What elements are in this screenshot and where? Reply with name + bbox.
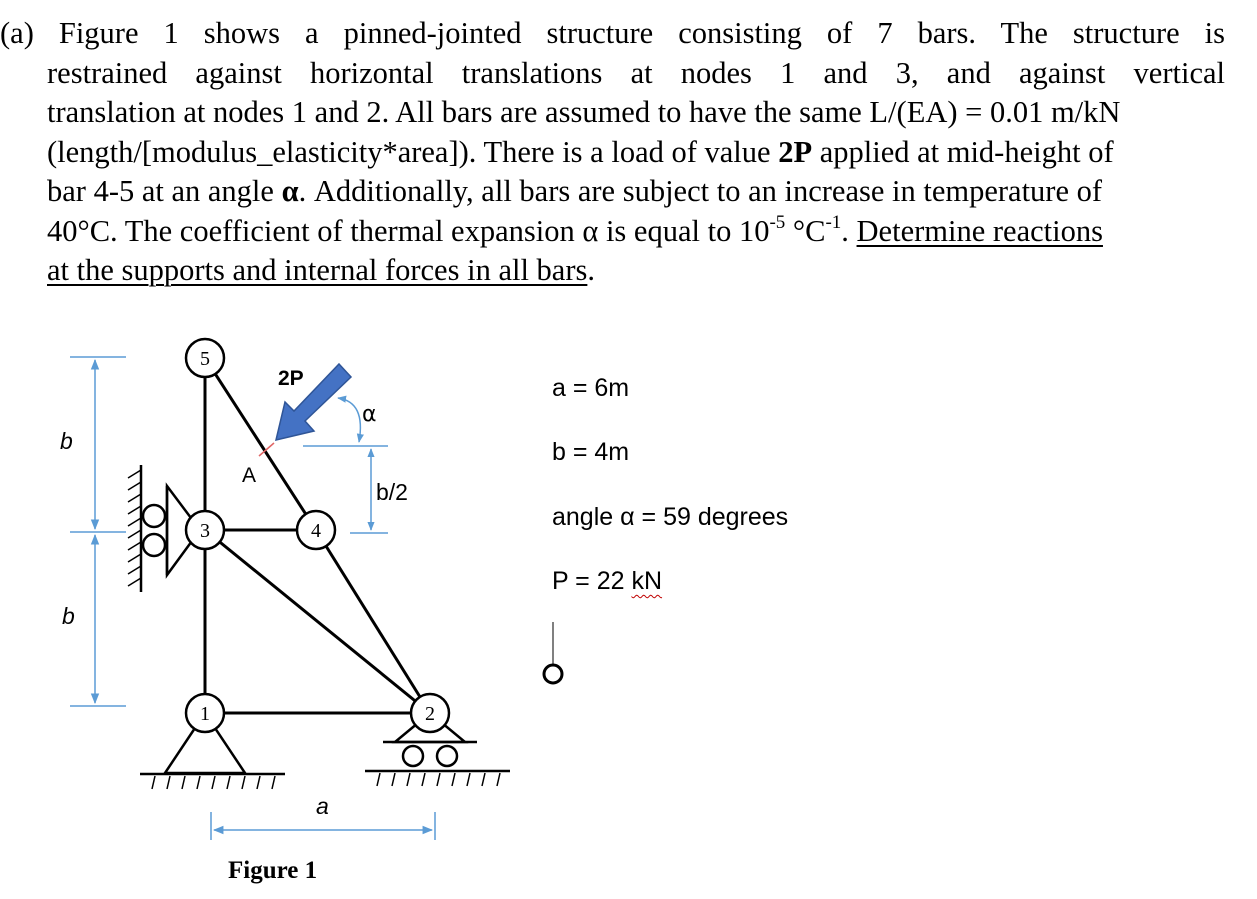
period-end: . [587, 253, 595, 287]
node-1-label: 1 [200, 703, 210, 725]
node-2-label: 2 [425, 703, 435, 725]
problem-line-6-text: 40°C. The coefficient of thermal expansion α is equal to 10 [47, 213, 770, 248]
dim-label-b-half: b/2 [376, 479, 408, 505]
problem-line-1-text: (a) Figure 1 shows a pinned-jointed structure consisting of 7 bars. The structure is [0, 16, 1225, 50]
problem-line-5-text: bar 4-5 at an angle [47, 174, 274, 208]
angle-arc [338, 398, 360, 442]
problem-line-7 [0, 251, 1225, 291]
param-p-unit: kN [631, 567, 663, 595]
node-4-label: 4 [311, 520, 321, 542]
problem-line-2-text: restrained against horizontal translations at nodes 1 and 3, and against vertical [47, 55, 1225, 90]
angle-label: α [362, 402, 377, 427]
task-underlined-1: Determine reactions [856, 213, 1103, 248]
problem-statement [0, 14, 1225, 291]
point-a-label: A [242, 464, 257, 487]
param-angle [552, 503, 788, 532]
dimension-b-left [70, 357, 126, 706]
node-1 [186, 694, 224, 732]
task-underlined-2: at the supports and internal forces in all bars [47, 253, 588, 287]
problem-line-4-end: applied at mid-height of [819, 134, 1114, 169]
node-3-label: 3 [200, 520, 210, 542]
figure-caption: Figure 1 [228, 857, 318, 884]
angle-symbol-bold: α [281, 174, 299, 208]
node-5 [186, 339, 224, 377]
bar-4-2 [316, 530, 430, 713]
problem-line-6 [0, 212, 1225, 252]
node-3 [186, 511, 224, 549]
dim-label-b-lower: b [62, 603, 75, 629]
problem-line-1 [0, 14, 1225, 54]
text-cursor-handle[interactable] [538, 620, 574, 690]
param-angle-prefix: angle [552, 503, 614, 531]
param-angle-value: = 59 degrees [641, 503, 789, 531]
param-p [552, 567, 662, 596]
problem-line-5 [0, 172, 1225, 212]
unit-celsius: °C [785, 213, 826, 248]
param-p-prefix: P = 22 [552, 567, 625, 595]
exponent-minus-5: -5 [769, 211, 786, 233]
truss-figure [0, 330, 560, 899]
problem-line-5-end: . Additionally, all bars are subject to an increase in temperature of [298, 174, 1103, 208]
problem-line-3-text: translation at nodes 1 and 2. All bars are assumed to have the same L/(EA) = 0.01 m/kN [47, 95, 1121, 129]
exponent-minus-1: -1 [825, 211, 842, 233]
load-value-bold: 2P [778, 134, 813, 169]
param-b: b = 4m [552, 438, 630, 466]
param-angle-symbol: α [620, 503, 635, 531]
node-2 [411, 694, 449, 732]
problem-line-4 [0, 133, 1225, 173]
dim-label-b-upper: b [60, 428, 73, 454]
period: . [841, 213, 849, 248]
param-a: a = 6m [552, 374, 630, 402]
bar-3-2 [205, 530, 430, 713]
problem-line-3 [0, 93, 1225, 133]
node-5-label: 5 [200, 348, 210, 370]
node-4 [297, 511, 335, 549]
load-label: 2P [278, 367, 304, 390]
problem-line-4-text: (length/[modulus_elasticity*area]). There is a load of value [47, 134, 771, 169]
problem-line-2 [0, 54, 1225, 94]
dim-label-a: a [316, 793, 329, 819]
